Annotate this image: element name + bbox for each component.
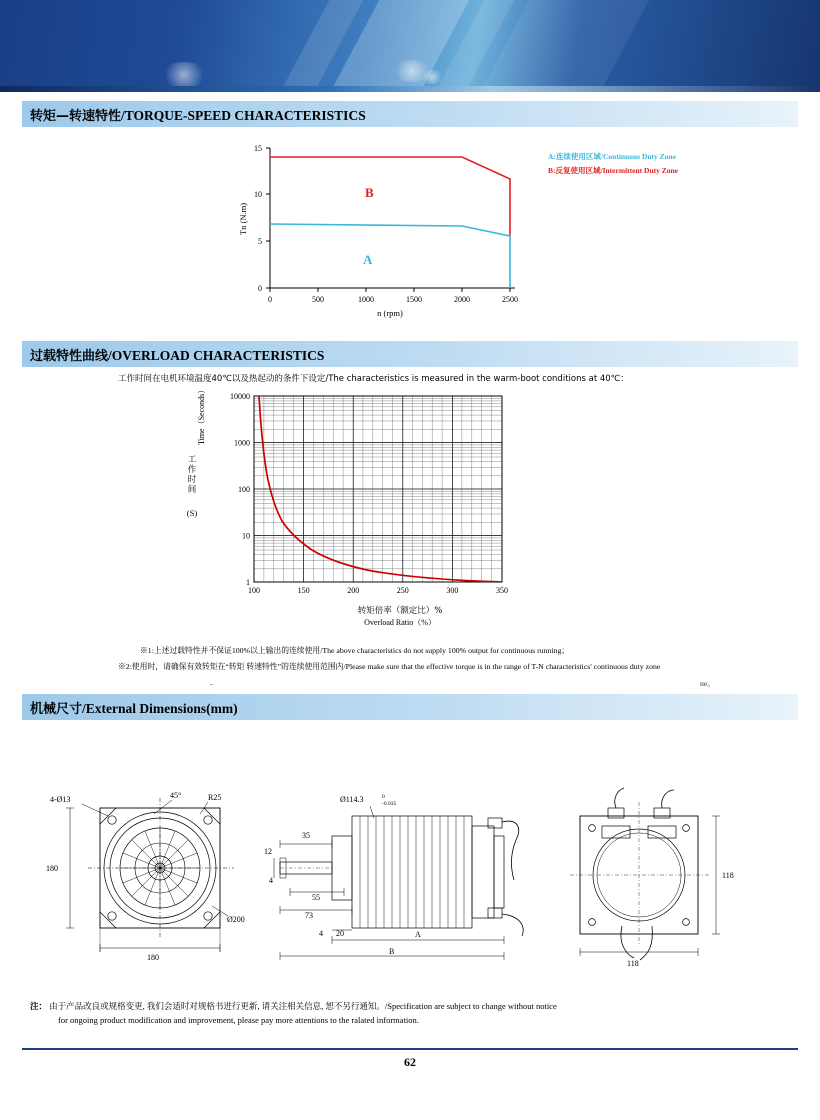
section-title-en: /OVERLOAD CHARACTERISTICS <box>108 347 325 363</box>
label-rear-height: 118 <box>722 871 734 880</box>
svg-text:100: 100 <box>248 586 260 595</box>
banner-bottom-rule <box>0 86 820 92</box>
label-flange-width: 180 <box>147 953 159 962</box>
svg-text:15: 15 <box>254 144 262 153</box>
bottom-disclaimer <box>30 1000 790 1027</box>
bottom-note-line2: for ongoing product modification and improvement, please pay more attentions to the ralated information. <box>58 1015 419 1025</box>
banner-glow <box>420 70 444 84</box>
bottom-note-label: 注： <box>30 1002 48 1012</box>
front-view-drawing <box>66 798 234 952</box>
section-title-en: /TORQUE-SPEED CHARACTERISTICS <box>121 107 366 123</box>
overload-footnote-2: ※2:使用时，请确保有效转矩在“转矩 转速特性”的连续使用范围内/Please make sure that the effective torque is in the range of T-N characteristics' continuous duty zone <box>118 662 661 671</box>
label-d35: 35 <box>302 831 310 840</box>
page-number: 62 <box>404 1055 416 1069</box>
overload-y-axis-label-cn: 工作时间 <box>187 455 197 495</box>
section-title-cn: 过载特性曲线 <box>30 348 109 364</box>
banner-glow <box>160 62 208 88</box>
overload-y-axis-unit: (S) <box>186 508 198 518</box>
svg-text:2500: 2500 <box>502 295 518 304</box>
overload-chart <box>212 390 552 600</box>
overload-footnote-2-tail-left: - <box>210 679 213 688</box>
label-shaft-tol-top: 0 <box>382 794 385 800</box>
legend-item-b: B:反复使用区域/Intermittent Duty Zone <box>548 166 678 175</box>
section-title-dimensions <box>22 694 798 720</box>
label-45-deg: 45° <box>170 791 182 800</box>
svg-text:1000: 1000 <box>234 438 250 448</box>
label-flange-height: 180 <box>46 864 58 873</box>
zone-label-b: B <box>365 185 374 200</box>
overload-x-axis-label-cn: 转矩倍率（额定比）% <box>357 606 443 616</box>
svg-text:10: 10 <box>242 531 250 541</box>
overload-note-text: 工作时间在电机环境温度40℃以及热起动的条件下设定/The characteristics is measured in the warm-boot conditions at 40℃： <box>118 374 629 384</box>
label-rear-width: 118 <box>627 959 639 968</box>
dimension-drawings-svg <box>22 740 798 990</box>
label-pilot-dia: Ø200 <box>227 915 245 924</box>
section-title-cn: 机械尺寸 <box>30 701 83 717</box>
section-title-cn: 转矩—转速特性 <box>30 108 122 124</box>
svg-text:0: 0 <box>258 284 262 293</box>
label-shaft-tol-bottom: -0.035 <box>382 801 397 807</box>
svg-text:1: 1 <box>246 578 250 587</box>
section-title-torque-speed <box>22 101 798 127</box>
section-title-text <box>22 345 324 364</box>
svg-text:1500: 1500 <box>406 295 422 304</box>
label-d4b: 4 <box>319 929 323 938</box>
label-d20: 20 <box>336 929 344 938</box>
svg-text:0: 0 <box>268 295 272 304</box>
svg-text:250: 250 <box>396 586 409 595</box>
svg-text:500: 500 <box>312 295 324 304</box>
overload-note <box>118 372 629 384</box>
overload-x-axis-label-en: Overload Ratio（%） <box>364 618 436 627</box>
section-title-overload <box>22 341 798 367</box>
svg-text:1000: 1000 <box>358 295 374 304</box>
external-dimension-drawings <box>22 740 798 990</box>
rear-view-drawing <box>570 788 720 960</box>
side-view-drawing <box>274 806 523 960</box>
svg-text:10: 10 <box>254 190 262 199</box>
zone-label-a: A <box>363 252 373 267</box>
bottom-note-line1: 由于产品改良或规格变更, 我们会适时对规格书进行更新, 请关注相关信息, 恕不另行通知。/Specification are subject to change without notice <box>49 1001 557 1011</box>
label-dim-a: A <box>415 930 421 939</box>
label-r25: R25 <box>208 793 222 802</box>
section-title-en: /External Dimensions(mm) <box>82 700 238 716</box>
section-title-text <box>22 698 238 717</box>
svg-text:200: 200 <box>347 586 360 595</box>
x-axis-title: n (rpm) <box>377 308 403 318</box>
overload-footnote-2-tail-right: ne。 <box>700 679 716 688</box>
svg-text:100: 100 <box>238 485 250 494</box>
svg-text:350: 350 <box>496 586 508 595</box>
page-header-banner <box>0 0 820 90</box>
legend-item-a: A:连续使用区域/Continuous Duty Zone <box>548 152 676 161</box>
torque-speed-legend <box>548 150 678 178</box>
torque-speed-svg <box>230 140 530 320</box>
label-d12: 12 <box>264 847 272 856</box>
svg-text:10000: 10000 <box>230 392 250 401</box>
footer-rule <box>22 1048 798 1050</box>
overload-chart-svg <box>212 390 552 602</box>
label-d55: 55 <box>312 893 320 902</box>
svg-text:300: 300 <box>446 586 459 595</box>
svg-text:150: 150 <box>297 586 310 595</box>
label-dim-b: B <box>389 947 395 956</box>
svg-text:5: 5 <box>258 237 262 246</box>
y-axis-title: Tn (N.m) <box>238 202 248 235</box>
label-d4a: 4 <box>269 876 273 885</box>
overload-footnote-1: ※1:上述过载特性并不保证100%以上输出的连续使用/The above characteristics do not supply 100% output for continuous running； <box>140 646 570 655</box>
label-4-holes: 4-Ø13 <box>50 795 71 804</box>
section-title-text <box>22 105 366 124</box>
overload-y-axis-label-en: Time（Seconds） <box>197 385 206 445</box>
torque-speed-chart <box>230 140 530 320</box>
label-shaft-dia: Ø114.3 <box>340 795 364 804</box>
svg-text:2000: 2000 <box>454 295 470 304</box>
label-d73: 73 <box>305 911 313 920</box>
overload-x-axis-label <box>300 606 500 628</box>
